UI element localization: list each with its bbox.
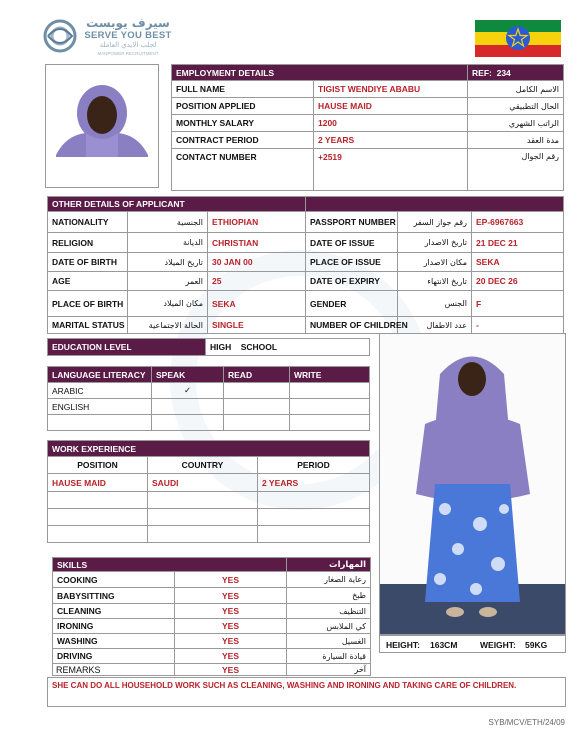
skill-row (53, 619, 371, 634)
detail-value: SINGLE (208, 317, 306, 334)
remarks-text: SHE CAN DO ALL HOUSEHOLD WORK SUCH AS CLEANING, WASHING AND IRONING AND TAKING CARE OF CHILDREN. (52, 681, 517, 690)
read-check (224, 383, 290, 399)
work-country: SAUDI (148, 474, 258, 492)
work-period (258, 526, 370, 543)
work-country (148, 492, 258, 509)
other-details-title: OTHER DETAILS OF APPLICANT (48, 197, 306, 212)
employment-row (172, 115, 564, 132)
skill-name-arabic: التنظيف (287, 604, 371, 619)
applicant-portrait-photo (45, 64, 159, 188)
employment-row (172, 98, 564, 115)
employment-label: CONTACT NUMBER (172, 149, 314, 191)
language-row (48, 383, 370, 399)
height-label: HEIGHT: (386, 640, 420, 650)
work-period: 2 YEARS (258, 474, 370, 492)
employment-label: FULL NAME (172, 81, 314, 98)
other-details-table (47, 196, 564, 334)
period-header: PERIOD (258, 457, 370, 474)
detail-label: AGE (48, 272, 128, 291)
skill-name: BABYSITTING (53, 588, 175, 604)
skill-row (53, 649, 371, 664)
employment-details-title: EMPLOYMENT DETAILS (172, 65, 468, 81)
write-header: WRITE (290, 367, 370, 383)
flag-emblem-icon (505, 25, 531, 51)
skills-table (52, 557, 371, 676)
logo-sub-arabic: لجلب الايدي العاملة (99, 41, 157, 49)
read-check (224, 415, 290, 431)
employment-label: POSITION APPLIED (172, 98, 314, 115)
work-experience-table (47, 440, 370, 543)
employment-value: TIGIST WENDIYE ABABU (314, 81, 468, 98)
detail-value: 20 DEC 26 (472, 272, 564, 291)
weight-value: 59KG (525, 640, 548, 650)
detail-label-arabic: الديانة (128, 233, 208, 253)
language-header: LANGUAGE LITERACY (48, 367, 152, 383)
employment-row (172, 132, 564, 149)
employment-label-arabic: رقم الجوال (468, 149, 564, 191)
height-value: 163CM (430, 640, 458, 650)
detail-label-arabic: تاريخ الانتهاء (398, 272, 472, 291)
employment-value: 1200 (314, 115, 468, 132)
country-header: COUNTRY (148, 457, 258, 474)
other-details-row (48, 291, 564, 317)
logo-sub-english: MANPOWER RECRUITMENT (97, 51, 159, 56)
read-check (224, 399, 290, 415)
employment-value: +2519 (314, 149, 468, 191)
other-details-title-spacer (306, 197, 564, 212)
detail-label: DATE OF BIRTH (48, 253, 128, 272)
skill-name: CLEANING (53, 604, 175, 619)
language-table (47, 366, 370, 431)
employment-row (172, 149, 564, 191)
write-check (290, 383, 370, 399)
employment-label: CONTRACT PERIOD (172, 132, 314, 149)
skill-name-arabic: رعاية الصغار (287, 572, 371, 588)
remarks-title: REMARKS (56, 665, 101, 675)
language-row (48, 415, 370, 431)
speak-check (152, 399, 224, 415)
work-row (48, 526, 370, 543)
skill-value: YES (175, 588, 287, 604)
detail-label: NUMBER OF CHILDREN (306, 317, 398, 334)
detail-label: PLACE OF BIRTH (48, 291, 128, 317)
skill-row (53, 604, 371, 619)
speak-header: SPEAK (152, 367, 224, 383)
skill-value: YES (175, 572, 287, 588)
skill-name-arabic: كي الملابس (287, 619, 371, 634)
skill-name: WASHING (53, 634, 175, 649)
skill-name-arabic: الغسيل (287, 634, 371, 649)
other-details-row (48, 272, 564, 291)
language-name: ENGLISH (48, 399, 152, 415)
language-row (48, 399, 370, 415)
detail-value: SEKA (472, 253, 564, 272)
detail-label-arabic: مكان الاصدار (398, 253, 472, 272)
skill-row (53, 634, 371, 649)
detail-label: MARITAL STATUS (48, 317, 128, 334)
skill-value: YES (175, 604, 287, 619)
speak-check (152, 415, 224, 431)
detail-value: EP-6967663 (472, 212, 564, 233)
work-period (258, 492, 370, 509)
detail-value: 21 DEC 21 (472, 233, 564, 253)
detail-value: ETHIOPIAN (208, 212, 306, 233)
work-row (48, 474, 370, 492)
detail-label-arabic: الحالة الاجتماعية (128, 317, 208, 334)
employment-label-arabic: الحال التطبيقي (468, 98, 564, 115)
weight-label: WEIGHT: (480, 640, 516, 650)
detail-label: NATIONALITY (48, 212, 128, 233)
education-label: EDUCATION LEVEL (48, 339, 206, 356)
detail-label-arabic: الجنس (398, 291, 472, 317)
detail-value: F (472, 291, 564, 317)
work-position: HAUSE MAID (48, 474, 148, 492)
work-experience-title: WORK EXPERIENCE (48, 441, 370, 457)
detail-value: SEKA (208, 291, 306, 317)
employment-value: 2 YEARS (314, 132, 468, 149)
work-row (48, 492, 370, 509)
other-details-row (48, 212, 564, 233)
skill-name: COOKING (53, 572, 175, 588)
position-header: POSITION (48, 457, 148, 474)
work-country (148, 509, 258, 526)
language-name (48, 415, 152, 431)
skill-name-arabic: آخر (287, 664, 371, 676)
detail-label-arabic: عدد الاطفال (398, 317, 472, 334)
skill-name-arabic: طبخ (287, 588, 371, 604)
ref-cell (468, 65, 564, 81)
employment-label-arabic: الاسم الكامل (468, 81, 564, 98)
skill-name: DRIVING (53, 649, 175, 664)
detail-label: PLACE OF ISSUE (306, 253, 398, 272)
employment-label-arabic: الراتب الشهري (468, 115, 564, 132)
other-details-row (48, 233, 564, 253)
detail-label: RELIGION (48, 233, 128, 253)
employment-row (172, 81, 564, 98)
detail-label-arabic: تاريخ الميلاد (128, 253, 208, 272)
skill-row (53, 572, 371, 588)
detail-label: DATE OF EXPIRY (306, 272, 398, 291)
other-details-row (48, 317, 564, 334)
logo-arabic: سيرف يوبست (86, 16, 170, 30)
detail-label-arabic: رقم جواز السفر (398, 212, 472, 233)
other-details-row (48, 253, 564, 272)
detail-label-arabic: مكان الميلاد (128, 291, 208, 317)
work-position (48, 509, 148, 526)
detail-value: - (472, 317, 564, 334)
skills-title-arabic: المهارات (287, 558, 371, 572)
employment-value: HAUSE MAID (314, 98, 468, 115)
document-code: SYB/MCV/ETH/24/09 (488, 718, 565, 727)
detail-label: GENDER (306, 291, 398, 317)
skill-name: IRONING (53, 619, 175, 634)
employment-label: MONTHLY SALARY (172, 115, 314, 132)
ref-label: REF: (472, 67, 492, 78)
language-name: ARABIC (48, 383, 152, 399)
skill-value: YES (175, 619, 287, 634)
ethiopia-flag (475, 20, 561, 57)
detail-value: 25 (208, 272, 306, 291)
write-check (290, 415, 370, 431)
work-position (48, 492, 148, 509)
work-period (258, 509, 370, 526)
work-position (48, 526, 148, 543)
measurements-bar (379, 635, 566, 653)
speak-check: ✓ (152, 383, 224, 399)
skill-value: YES (175, 649, 287, 664)
skill-row (53, 588, 371, 604)
detail-label-arabic: العمر (128, 272, 208, 291)
detail-label: DATE OF ISSUE (306, 233, 398, 253)
skills-title: SKILLS (53, 558, 287, 572)
skill-name-arabic: قيادة السيارة (287, 649, 371, 664)
skill-value: YES (175, 664, 287, 676)
ref-value: 234 (496, 67, 511, 78)
skill-value: YES (175, 634, 287, 649)
remarks-box (47, 677, 566, 707)
company-logo (42, 16, 212, 60)
detail-value: CHRISTIAN (208, 233, 306, 253)
employment-label-arabic: مدة العقد (468, 132, 564, 149)
work-row (48, 509, 370, 526)
detail-value: 30 JAN 00 (208, 253, 306, 272)
work-country (148, 526, 258, 543)
detail-label: PASSPORT NUMBER (306, 212, 398, 233)
detail-label-arabic: تاريخ الاصدار (398, 233, 472, 253)
read-header: READ (224, 367, 290, 383)
employment-details-table (171, 64, 564, 191)
logo-emblem-icon (42, 18, 78, 54)
write-check (290, 399, 370, 415)
logo-english: SERVE YOU BEST (84, 30, 172, 41)
applicant-full-body-photo (379, 333, 566, 635)
education-value: HIGH SCHOOL (206, 339, 370, 356)
education-table (47, 338, 370, 356)
detail-label-arabic: الجنسية (128, 212, 208, 233)
